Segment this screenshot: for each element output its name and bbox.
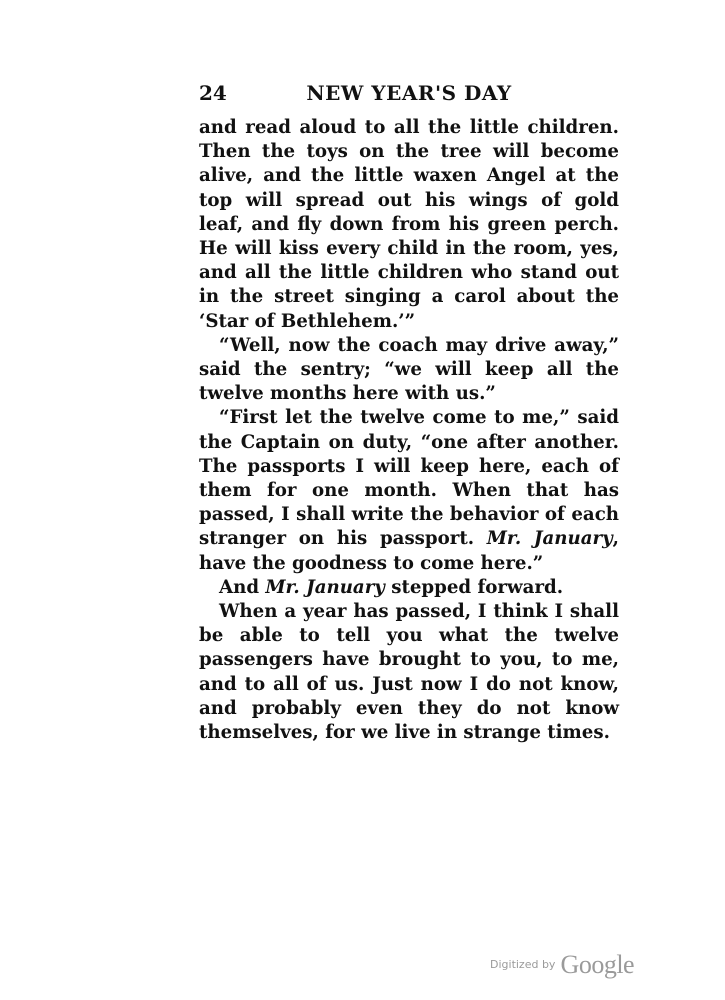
paragraph: “Well, now the coach may drive away,” said the sentry; “we will keep all the twelve months here with us.” <box>199 334 619 405</box>
paragraph-text: And <box>219 576 266 598</box>
paragraph-text: “First let the twelve come to me,” said the Captain on duty, “one after another. The passports I will keep here, each of them for one month. When that has passed, I shall write the behavior of each stranger on his passport. <box>199 407 619 550</box>
paragraph: and read aloud to all the little children. Then the toys on the tree will become alive, and the little waxen Angel at the top will spread out his wings of gold leaf, and fly down from his green perch. He will kiss every child in the room, yes, and all the little children who stand out in the street singing a carol about the ‘Star of Bethlehem.’” <box>199 117 619 332</box>
paragraph <box>199 406 619 575</box>
running-title: NEW YEAR'S DAY <box>306 81 512 105</box>
page-header <box>199 78 619 108</box>
paragraph <box>199 576 619 600</box>
italic-name: Mr. January <box>265 576 385 598</box>
paragraph-text: , have the goodness to come here.” <box>199 528 619 574</box>
digitized-watermark <box>490 950 634 980</box>
body-text <box>199 116 619 745</box>
book-page <box>199 78 619 745</box>
italic-name: Mr. January <box>486 528 613 550</box>
google-logo: Google <box>560 950 635 979</box>
page-number: 24 <box>199 81 227 105</box>
watermark-prefix: Digitized by <box>490 958 556 971</box>
paragraph: When a year has passed, I think I shall be able to tell you what the twelve passengers have brought to you, to me, and to all of us. Just now I do not know, and probably even they do not know themselves, for we live in strange times. <box>199 601 619 744</box>
paragraph-text: stepped forward. <box>384 576 564 598</box>
